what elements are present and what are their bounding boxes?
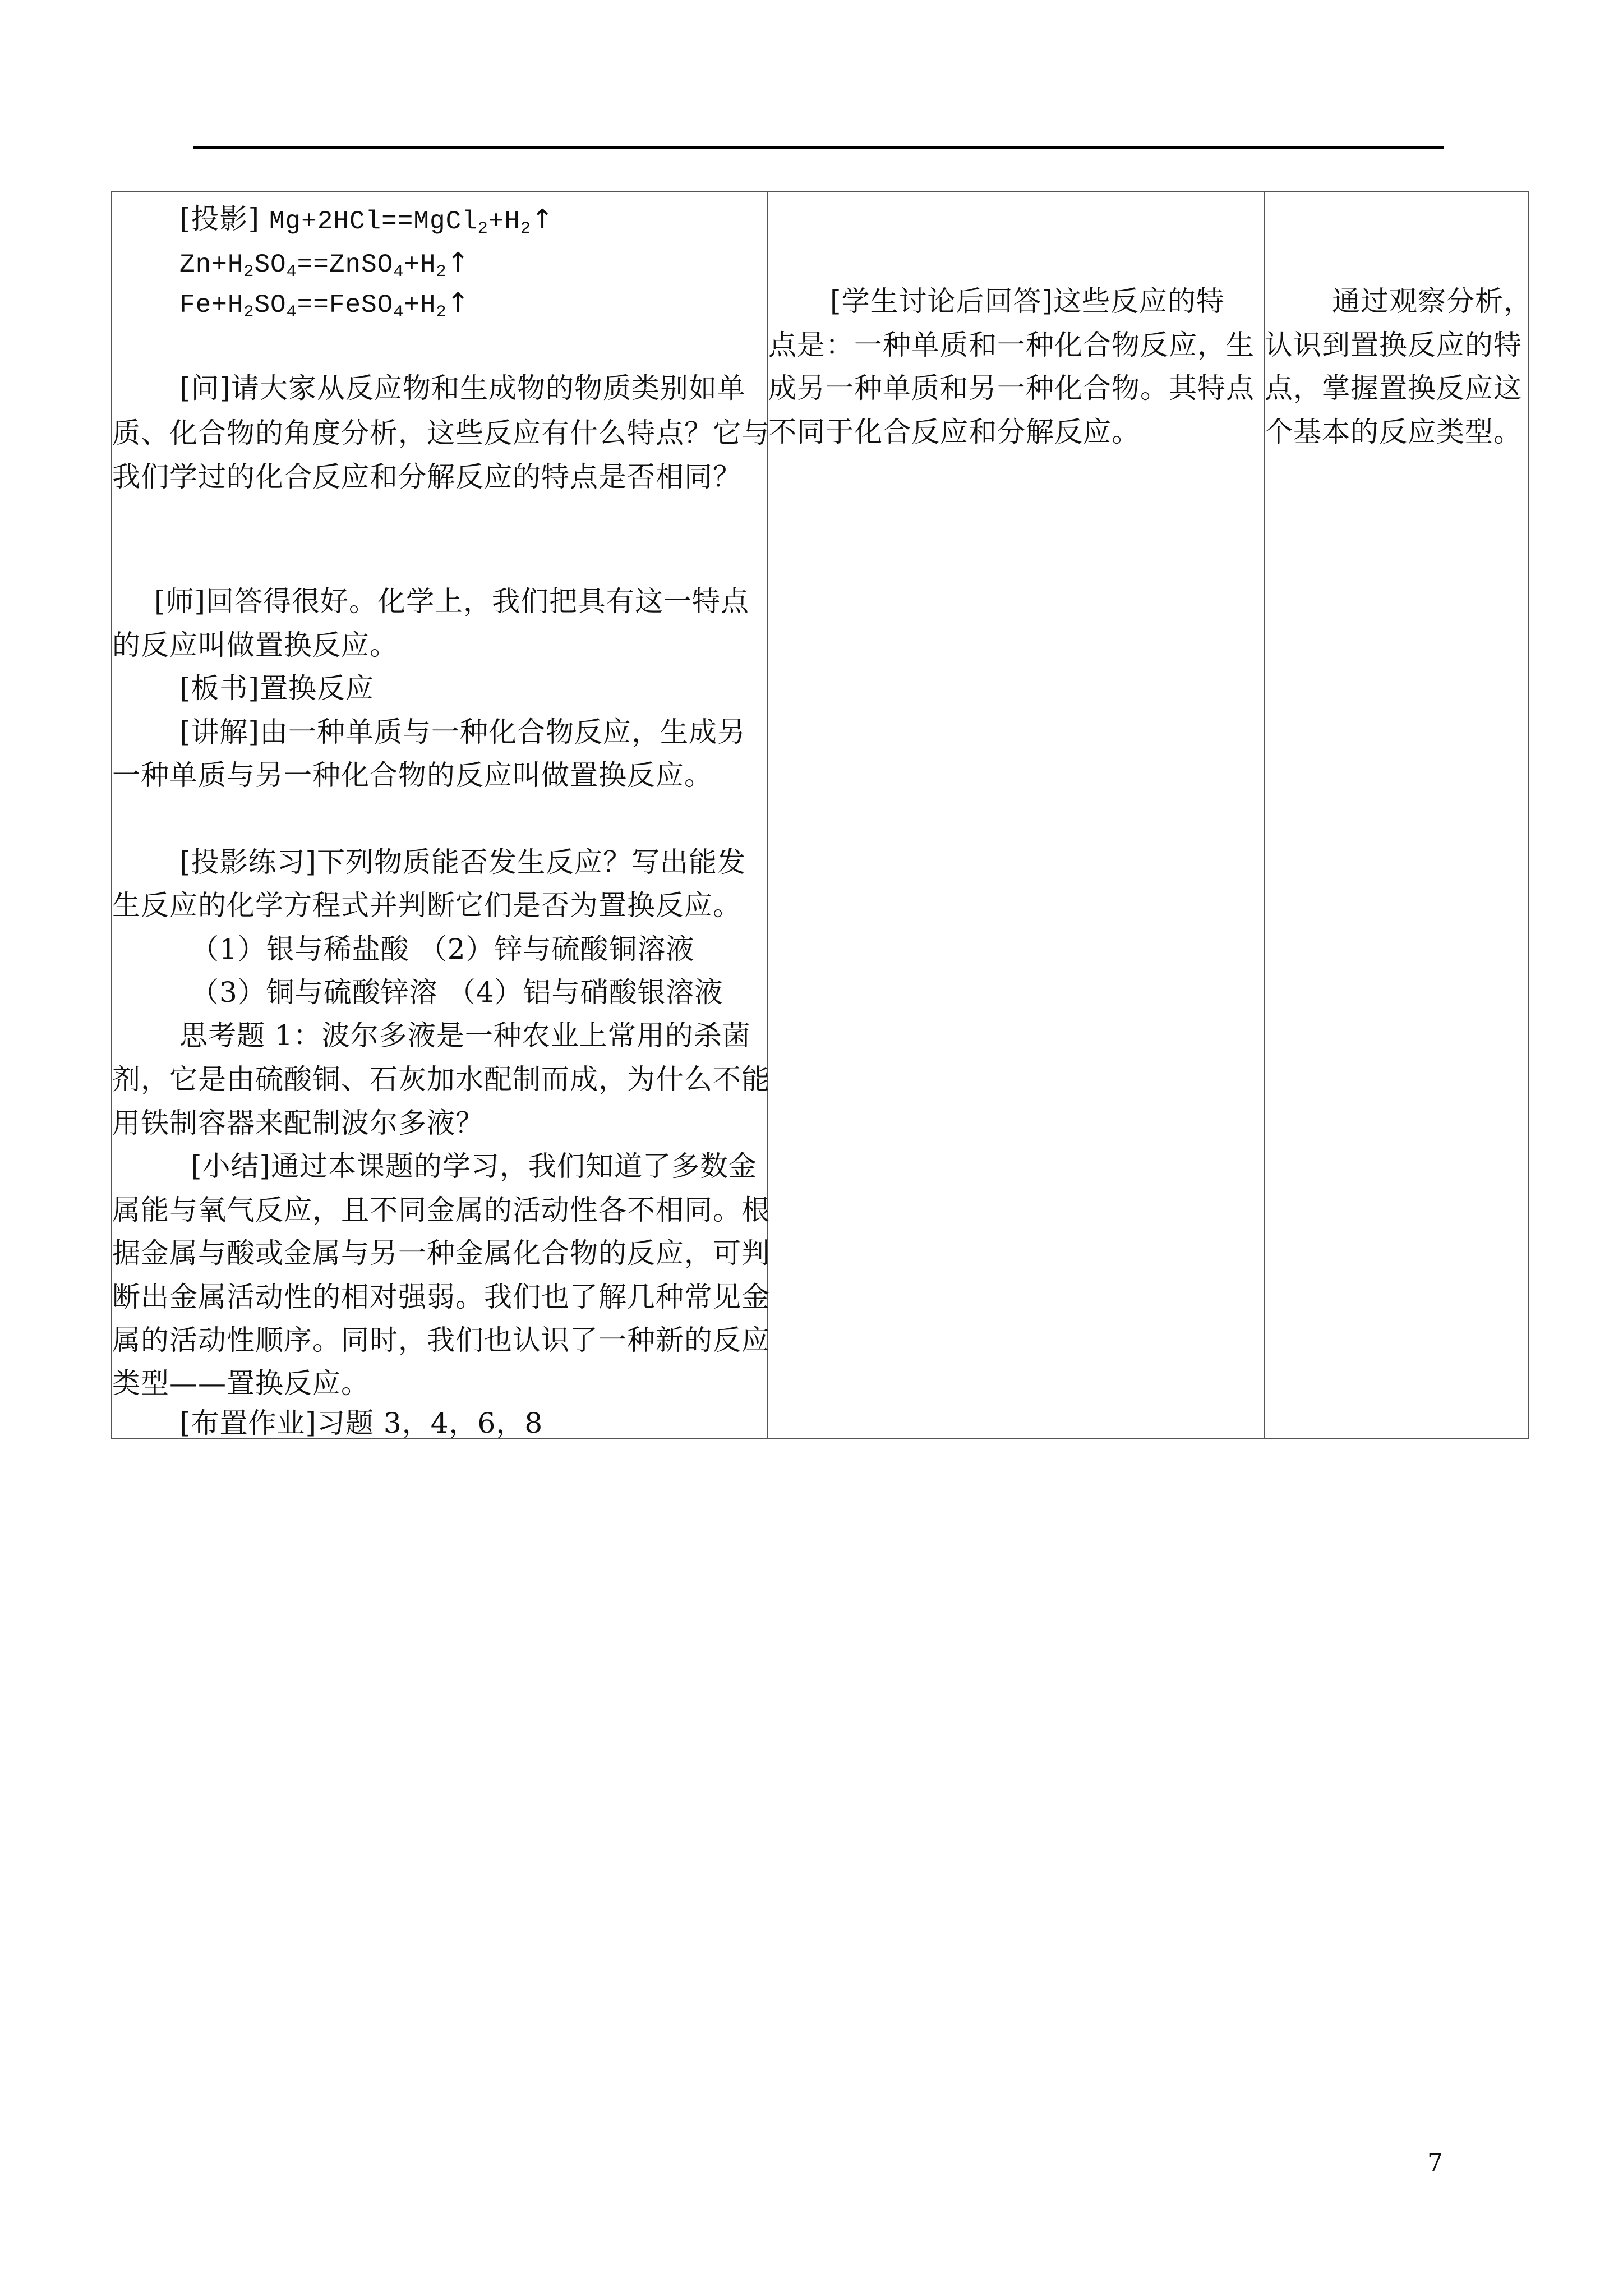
student-answer-line: 不同于化合反应和分解反应。: [768, 416, 1140, 448]
exercise-line: [投影练习]下列物质能否发生反应？写出能发: [179, 846, 746, 878]
projection-equation-1: [179, 202, 554, 246]
projection-tag: [投影]: [179, 203, 260, 235]
table-row: [112, 191, 1528, 1438]
question-line: 质、化合物的角度分析，这些反应有什么特点？它与: [112, 417, 770, 449]
page-number: 7: [1427, 2148, 1443, 2177]
student-answer-line: 成另一种单质和另一种化合物。其特点: [768, 372, 1255, 404]
summary-line: 属能与氧气反应，且不同金属的活动性各不相同。根: [112, 1194, 770, 1226]
design-intent-line: 点，掌握置换反应这: [1265, 372, 1522, 404]
exercise-item: （1）银与稀盐酸 （2）锌与硫酸铜溶液: [191, 933, 695, 965]
design-intent-line: 通过观察分析，: [1332, 285, 1532, 318]
thinking-question: 思考题 1：波尔多液是一种农业上常用的杀菌: [179, 1019, 751, 1052]
thinking-question: 用铁制容器来配制波尔多液？: [112, 1107, 484, 1139]
summary-line: 断出金属活动性的相对强弱。我们也了解几种常见金: [112, 1281, 770, 1313]
student-activity-cell: [768, 191, 1264, 1438]
design-intent-line: 个基本的反应类型。: [1265, 416, 1522, 448]
equation-mg: $Mg+2HCl==MgCl_2+H_2$: [269, 207, 532, 238]
gas-arrow-icon: ↑: [531, 204, 555, 235]
equation-zn: $Zn+H_2SO_4==ZnSO_4+H_2↑$: [179, 247, 470, 282]
gas-arrow-icon: ↑: [446, 287, 470, 319]
summary-line: 类型——置换反应。: [112, 1367, 370, 1400]
question-line: 我们学过的化合反应和分解反应的特点是否相同？: [112, 461, 741, 493]
equation-fe: $Fe+H_2SO_4==FeSO_4+H_2↑$: [179, 287, 470, 322]
summary-line: [小结]通过本课题的学习，我们知道了多数金: [191, 1150, 758, 1182]
header-rule: [193, 146, 1444, 149]
student-answer-line: 点是：一种单质和一种化合物反应，生: [768, 329, 1255, 361]
question-line: [问]请大家从反应物和生成物的物质类别如单: [179, 372, 746, 404]
exercise-item: （3）铜与硫酸锌溶 （4）铝与硝酸银溶液: [191, 976, 723, 1009]
student-answer-line: [学生讨论后回答]这些反应的特: [830, 285, 1225, 318]
teacher-line: 的反应叫做置换反应。: [112, 629, 398, 661]
thinking-question: 剂，它是由硫酸铜、石灰加水配制而成，为什么不能: [112, 1063, 770, 1096]
teacher-line: [师]回答得很好。化学上，我们把具有这一特点: [154, 585, 750, 618]
homework-line: [布置作业]习题 3，4，6，8: [179, 1407, 543, 1439]
teacher-activity-cell: [112, 191, 768, 1438]
explanation-line: [讲解]由一种单质与一种化合物反应，生成另: [179, 716, 746, 748]
board-note: [板书]置换反应: [179, 672, 375, 705]
exercise-line: 生反应的化学方程式并判断它们是否为置换反应。: [112, 889, 741, 922]
design-intent-cell: [1264, 191, 1532, 1438]
lesson-table: [111, 191, 1532, 1439]
explanation-line: 一种单质与另一种化合物的反应叫做置换反应。: [112, 759, 713, 792]
design-intent-line: 认识到置换反应的特: [1265, 329, 1522, 361]
gas-arrow-icon: ↑: [446, 247, 470, 278]
summary-line: 据金属与酸或金属与另一种金属化合物的反应，可判: [112, 1237, 770, 1269]
summary-line: 属的活动性顺序。同时，我们也认识了一种新的反应: [112, 1324, 770, 1356]
